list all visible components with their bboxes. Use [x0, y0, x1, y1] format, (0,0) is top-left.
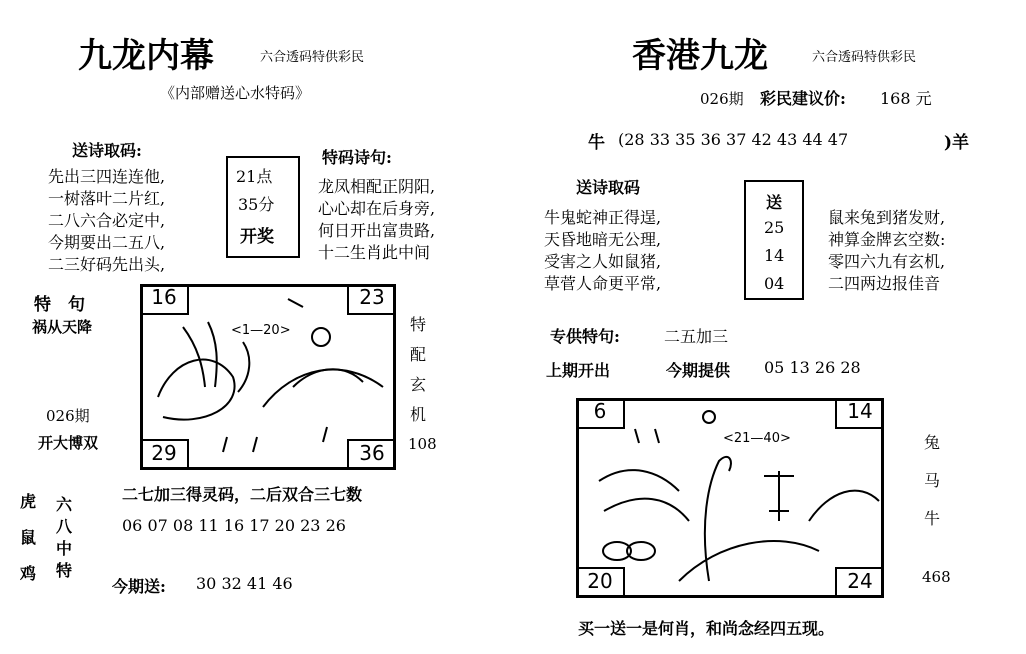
poem-line: 草菅人命更平常,: [544, 274, 662, 293]
vertical-char: 特: [55, 561, 72, 580]
poem-line: 二八六合必定中,: [48, 211, 166, 230]
poem-line: 十二生肖此中间: [318, 243, 431, 262]
send-box-number: 25: [764, 218, 785, 237]
send-label: 今期送:: [112, 577, 166, 596]
send-box-number: 14: [764, 246, 785, 265]
special-phrase: 祸从天降: [32, 318, 93, 336]
corner-number: 23: [347, 285, 395, 315]
side-number: 468: [922, 568, 951, 586]
tema-heading: 特码诗句:: [322, 148, 392, 167]
animal-char: 鼠: [19, 528, 36, 547]
corner-number: 16: [141, 285, 189, 315]
send-box-label: 送: [766, 193, 783, 212]
left-poem: [48, 166, 165, 276]
special-label: 专供特句:: [550, 327, 620, 346]
poem-line: 二四两边报佳音: [828, 274, 941, 293]
left-note: 《内部赠送心水特码》: [160, 84, 311, 102]
right-drawing: [576, 398, 884, 598]
left-subtitle: 六合透码特供彩民: [260, 50, 365, 65]
vertical-char: 八: [55, 517, 72, 536]
animal-char: 马: [923, 471, 940, 490]
six-eight-column: [54, 494, 74, 582]
send-numbers: 30 32 41 46: [196, 574, 293, 593]
price-value: 168 元: [880, 89, 932, 108]
draw-hour: 21点: [236, 167, 273, 186]
corner-number: 6: [577, 399, 625, 429]
right-vertical-text: [408, 310, 428, 430]
send-box: [744, 180, 804, 300]
animal-char: 鸡: [19, 564, 36, 583]
corner-number: 29: [141, 439, 189, 469]
this-numbers: 05 13 26 28: [764, 358, 861, 377]
vertical-char: 机: [409, 405, 426, 424]
animal-char: 牛: [923, 509, 940, 528]
special-value: 二五加三: [664, 327, 729, 346]
vertical-char: 中: [55, 539, 72, 558]
leaf-sketch-icon: [143, 287, 393, 467]
hint-line: 二七加三得灵码，二后双合三七数: [122, 485, 363, 504]
right-subtitle: 六合透码特供彩民: [812, 50, 917, 65]
last-label: 上期开出: [546, 361, 611, 380]
drawing-caption: <1—20>: [231, 323, 291, 338]
draw-minute: 35分: [238, 195, 275, 214]
zodiac-left: 牛: [588, 133, 605, 153]
poem-line: 一树落叶二片红,: [48, 189, 166, 208]
left-drawing: [140, 284, 396, 470]
poem-line: 心心却在后身旁,: [318, 199, 436, 218]
corner-number: 14: [835, 399, 883, 429]
send-box-number: 04: [764, 274, 785, 293]
draw-time-box: [226, 156, 300, 258]
poem-line: 零四六九有玄机,: [828, 252, 946, 271]
side-animals: [922, 424, 942, 538]
left-period: 026期: [46, 407, 90, 425]
poem-line: 牛鬼蛇神正得逞,: [544, 208, 662, 227]
vertical-char: 六: [55, 495, 72, 514]
animal-char: 兔: [923, 433, 940, 452]
animal-column: [18, 484, 38, 592]
big-small: 开大博双: [38, 434, 99, 452]
right-title: 香港九龙: [632, 36, 768, 76]
this-label: 今期提供: [666, 361, 731, 380]
animal-char: 虎: [19, 492, 36, 511]
poem-line: 何日开出富贵路,: [318, 221, 436, 240]
right-poem-heading: 送诗取码: [576, 178, 641, 197]
poem-line: 先出三四连连他,: [48, 167, 166, 186]
number-list: 06 07 08 11 16 17 20 23 26: [122, 516, 346, 535]
right-poem-right: [828, 207, 945, 295]
corner-number: 24: [835, 567, 883, 597]
left-poem-heading: 送诗取码:: [72, 141, 142, 160]
right-number: 108: [408, 435, 437, 453]
right-period: 026期: [700, 90, 744, 108]
poem-line: 二三好码先出头,: [48, 255, 166, 274]
drawing-caption: <21—40>: [723, 431, 791, 446]
special-title: 特 句: [34, 295, 85, 315]
poem-line: 龙凤相配正阴阳,: [318, 177, 436, 196]
vertical-char: 配: [409, 345, 426, 364]
vertical-char: 特: [409, 315, 426, 334]
corner-number: 20: [577, 567, 625, 597]
bottom-line: 买一送一是何肖，和尚念经四五现。: [578, 619, 835, 638]
zodiac-numbers: (28 33 35 36 37 42 43 44 47: [618, 130, 849, 149]
poem-line: 鼠来兔到猪发财,: [828, 208, 946, 227]
vertical-char: 玄: [409, 375, 426, 394]
right-poem-left: [544, 207, 661, 295]
landscape-sketch-icon: [579, 401, 881, 595]
poem-line: 天昏地暗无公理,: [544, 230, 662, 249]
poem-line: 神算金牌玄空数:: [828, 230, 946, 249]
zodiac-close: )羊: [944, 133, 970, 153]
tema-poem: [318, 176, 435, 264]
poem-line: 今期要出二五八,: [48, 233, 166, 252]
left-title: 九龙内幕: [78, 36, 214, 76]
price-label: 彩民建议价:: [760, 89, 846, 108]
poem-line: 受害之人如鼠猪,: [544, 252, 662, 271]
draw-label: 开奖: [240, 227, 274, 247]
corner-number: 36: [347, 439, 395, 469]
